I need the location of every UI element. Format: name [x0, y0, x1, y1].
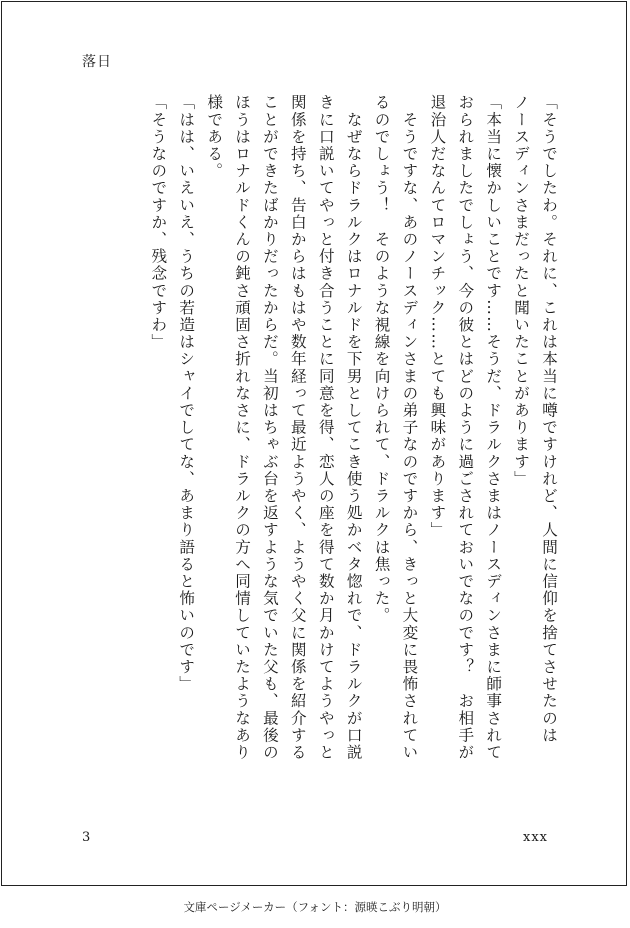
app-credit-caption: 文庫ページメーカー（フォント：源暎こぶり明朝） — [183, 900, 447, 914]
text-line: そうですな、あのノースディンさまの弟子なのですから、きっと大変に畏怖されてい — [400, 94, 419, 761]
page-footer-right: xxx — [523, 830, 548, 845]
text-line: 様である。 — [205, 94, 224, 180]
text-line: きに口説いてやっと付き合うことに同意を得、恋人の座を得て数か月かけてようやっと — [316, 94, 335, 761]
vertical-body-text — [149, 94, 562, 806]
text-line: 「そうでしたわ。それに、これは本当に噂ですけれど、人間に信仰を捨てさせたのは — [540, 94, 558, 744]
text-line: ほうはロナルドくんの鈍さ頑固さ折れなさに、ドラルクの方へ同情していたようなあり — [233, 94, 252, 761]
text-line: なぜならドラルクはロナルドを下男としてこき使う処かベタ惚れで、ドラルクが口説 — [344, 94, 363, 761]
page-header-title: 落日 — [82, 54, 112, 70]
text-line: るのでしょう！ そのような視線を向けられて、ドラルクは焦った。 — [372, 94, 391, 625]
text-line: 「そうなのですか、残念ですわ」 — [149, 94, 168, 351]
text-line: 「はは、いえいえ、うちの若造はシャイでしてな、あまり語ると怖いのです」 — [177, 94, 196, 693]
text-line: ノースディンさまだったと聞いたことがあります」 — [512, 94, 531, 488]
text-line: おられましたでしょう、今の彼とはどのように過ごされておいでなのです？ お相手が — [456, 94, 475, 761]
text-line: 退治人だなんてロマンチック……とても興味があります」 — [428, 94, 447, 539]
book-page — [1, 1, 627, 886]
text-line: 関係を持ち、告白からはもはや数年経って最近ようやく、ようやく父に関係を紹介する — [288, 94, 307, 761]
text-line: 「本当に懐かしいことです……そうだ、ドラルクさまはノースディンさまに師事されて — [484, 94, 503, 761]
text-line: ことができたばかりだったからだ。当初はちゃぶ台を返すような気でいた父も、最後の — [260, 94, 279, 761]
page-number: 3 — [82, 830, 91, 845]
